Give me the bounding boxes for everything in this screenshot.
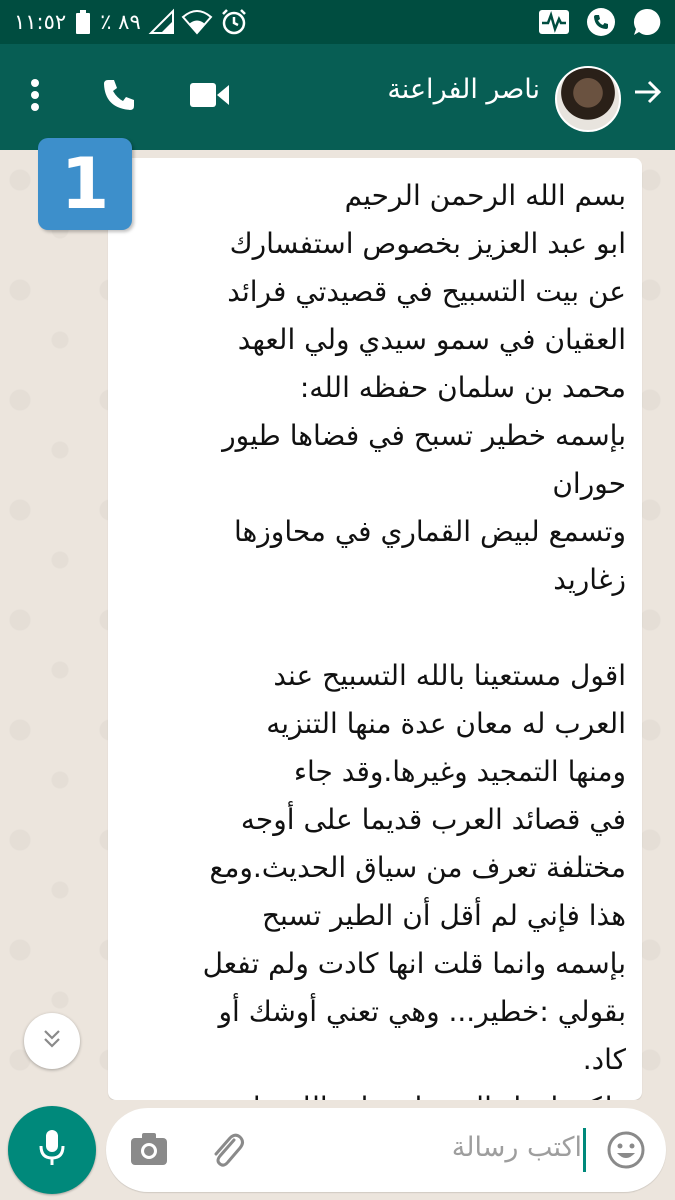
message-line: زغاريد [553,563,626,596]
more-options-icon[interactable] [30,78,40,116]
chat-header [0,44,675,150]
wifi-icon [183,11,211,33]
chat-area[interactable] [0,150,675,1100]
text-cursor [583,1128,586,1172]
message-line: حوران [552,467,626,500]
message-line: ابو عبد العزيز بخصوص استفسارك [229,227,626,260]
attach-icon[interactable] [210,1130,246,1174]
back-arrow-icon[interactable] [633,78,661,110]
message-line: كاد. [582,1043,626,1076]
message-placeholder: اكتب رسالة [451,1132,582,1163]
message-line: عن بيت التسبيح في قصيدتي فرائد [227,275,626,308]
mic-button[interactable] [8,1106,96,1194]
emoji-icon[interactable] [606,1130,646,1174]
message-line: اقول مستعينا بالله التسبيح عند [273,659,626,692]
video-call-icon[interactable] [190,82,230,112]
status-left [14,0,247,44]
signal-icon [151,11,173,33]
message-line: مختلفة تعرف من سياق الحديث.ومع [209,851,626,884]
message-line: العقيان في سمو سيدي ولي العهد [237,323,626,356]
message-line: بإسمه وانما قلت انها كادت ولم تفعل [202,947,626,980]
chevron-double-down-icon [41,1028,63,1054]
contact-name[interactable]: ناصر الفراعنة [387,74,540,105]
message-line: بإسمه خطير تسبح في فضاها طيور [222,419,626,452]
message-line: هذا فإني لم أقل أن الطير تسبح [261,899,626,932]
message-line: بقولي :خطير... وهي تعني أوشك أو [218,995,626,1028]
message-line: وتسمع لبيض القماري في محاوزها [233,515,626,548]
status-right [539,0,661,44]
input-bar [0,1100,675,1200]
camera-icon[interactable] [130,1132,168,1170]
mic-icon [37,1128,67,1172]
message-line: ومنها التمجيد وغيرها.وقد جاء [293,755,626,788]
status-time: ١١:٥٢ [14,10,67,34]
message-bubble[interactable] [108,158,642,1100]
message-line [122,604,626,652]
voice-call-icon[interactable] [102,78,136,116]
number-badge: 1 [38,138,132,230]
message-input[interactable] [106,1108,666,1192]
message-line: في قصائد العرب قديما على أوجه [240,803,626,836]
message-line: العرب له معان عدة منها التنزيه [266,707,626,740]
message-line: محمد بن سلمان حفظه الله: [299,371,626,404]
alarm-icon [221,9,247,35]
activity-icon [539,10,569,34]
phone-icon [587,8,615,36]
avatar[interactable] [555,66,621,132]
scroll-to-bottom-button[interactable] [24,1013,80,1069]
status-bar [0,0,675,44]
battery-icon [76,10,90,34]
message-line: بسم الله الرحمن الرحيم [344,179,626,212]
whatsapp-icon [633,8,661,36]
battery-percent: ٨٩ ٪ [100,10,141,34]
